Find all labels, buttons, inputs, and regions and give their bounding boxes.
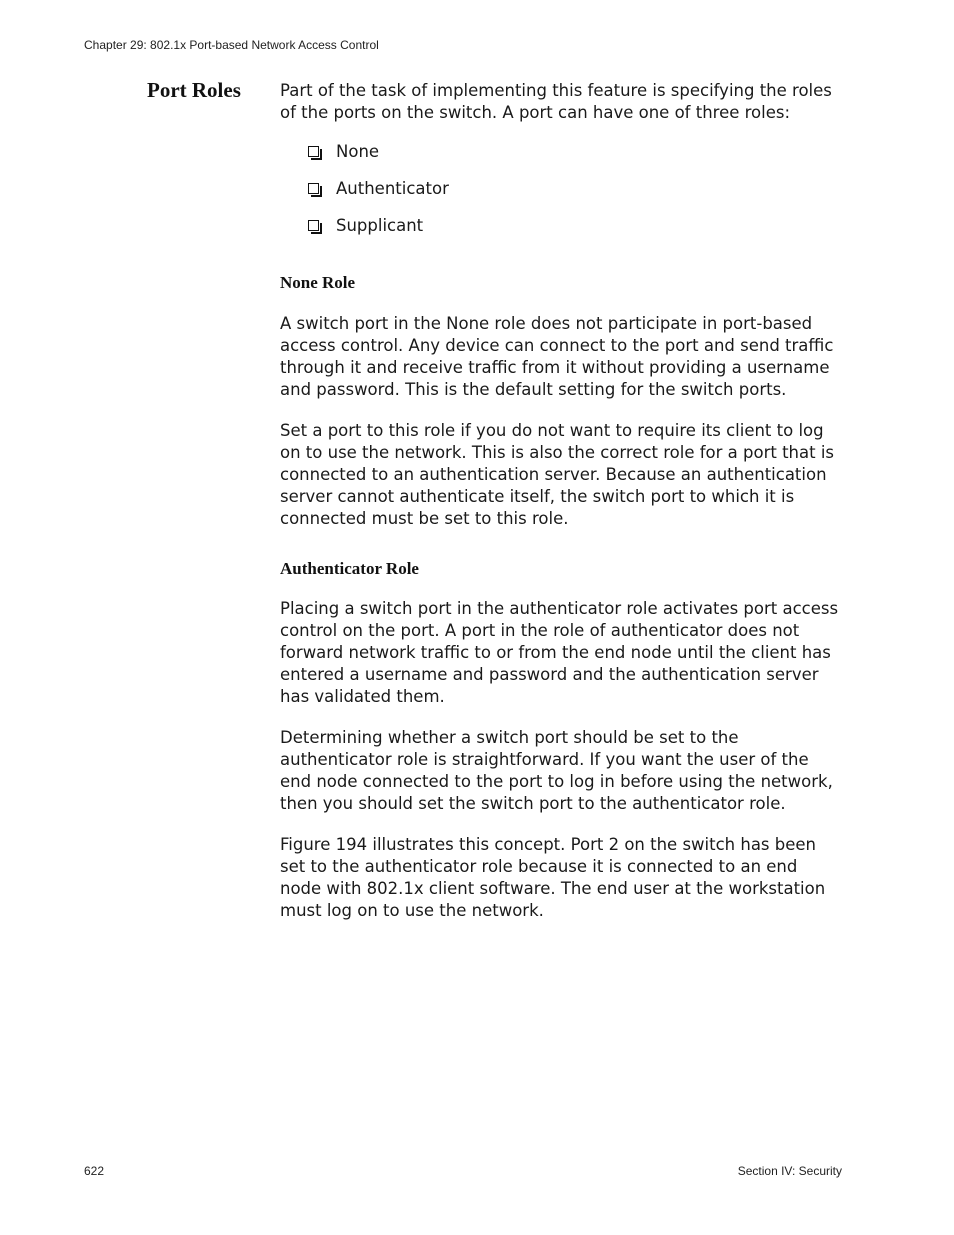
footer-section-label: Section IV: Security [737, 1164, 842, 1178]
role-label-none: None [336, 142, 380, 161]
body-column [280, 80, 842, 941]
list-item [308, 178, 842, 215]
section-heading: Port Roles [147, 78, 241, 102]
role-label-supplicant: Supplicant [336, 216, 424, 235]
none-role-heading: None Role [280, 273, 356, 292]
checkbox-bullet-icon [308, 146, 319, 157]
none-role-paragraph-1: A switch port in the None role does not participate in port-based access control. Any device can connect to the port and send traffic through it and receive traffic from it without providing a username and password. This is the default setting for the switch ports. [280, 314, 834, 399]
authenticator-role-heading: Authenticator Role [280, 559, 419, 578]
authenticator-role-paragraph-3: Figure 194 illustrates this concept. Port 2 on the switch has been set to the authenticator role because it is connected to an end node with 802.1x client software. The end user at the workstation must log on to use the network. [280, 835, 826, 920]
running-header: Chapter 29: 802.1x Port-based Network Access Control [84, 38, 379, 52]
role-label-authenticator: Authenticator [336, 179, 449, 198]
authenticator-role-paragraph-1: Placing a switch port in the authenticator role activates port access control on the port. A port in the role of authenticator does not forward network traffic to or from the end node until the client has entered a username and password and the authentication server has validated them. [280, 599, 839, 706]
intro-paragraph: Part of the task of implementing this feature is specifying the roles of the ports on the switch. A port can have one of three roles: [280, 81, 832, 122]
list-item [308, 215, 842, 252]
list-item [308, 141, 842, 178]
checkbox-bullet-icon [308, 220, 319, 231]
authenticator-role-paragraph-2: Determining whether a switch port should be set to the authenticator role is straightforward. If you want the user of the end node connected to the port to log in before using the network, then you should set the switch port to the authenticator role. [280, 728, 833, 813]
page-number: 622 [84, 1164, 105, 1178]
roles-list [280, 141, 842, 252]
checkbox-bullet-icon [308, 183, 319, 194]
none-role-paragraph-2: Set a port to this role if you do not want to require its client to log on to use the network. This is also the correct role for a port that is connected to an authentication server. Because an authentication server cannot authenticate itself, the switch port to which it is connected must be set to this role. [280, 421, 835, 528]
